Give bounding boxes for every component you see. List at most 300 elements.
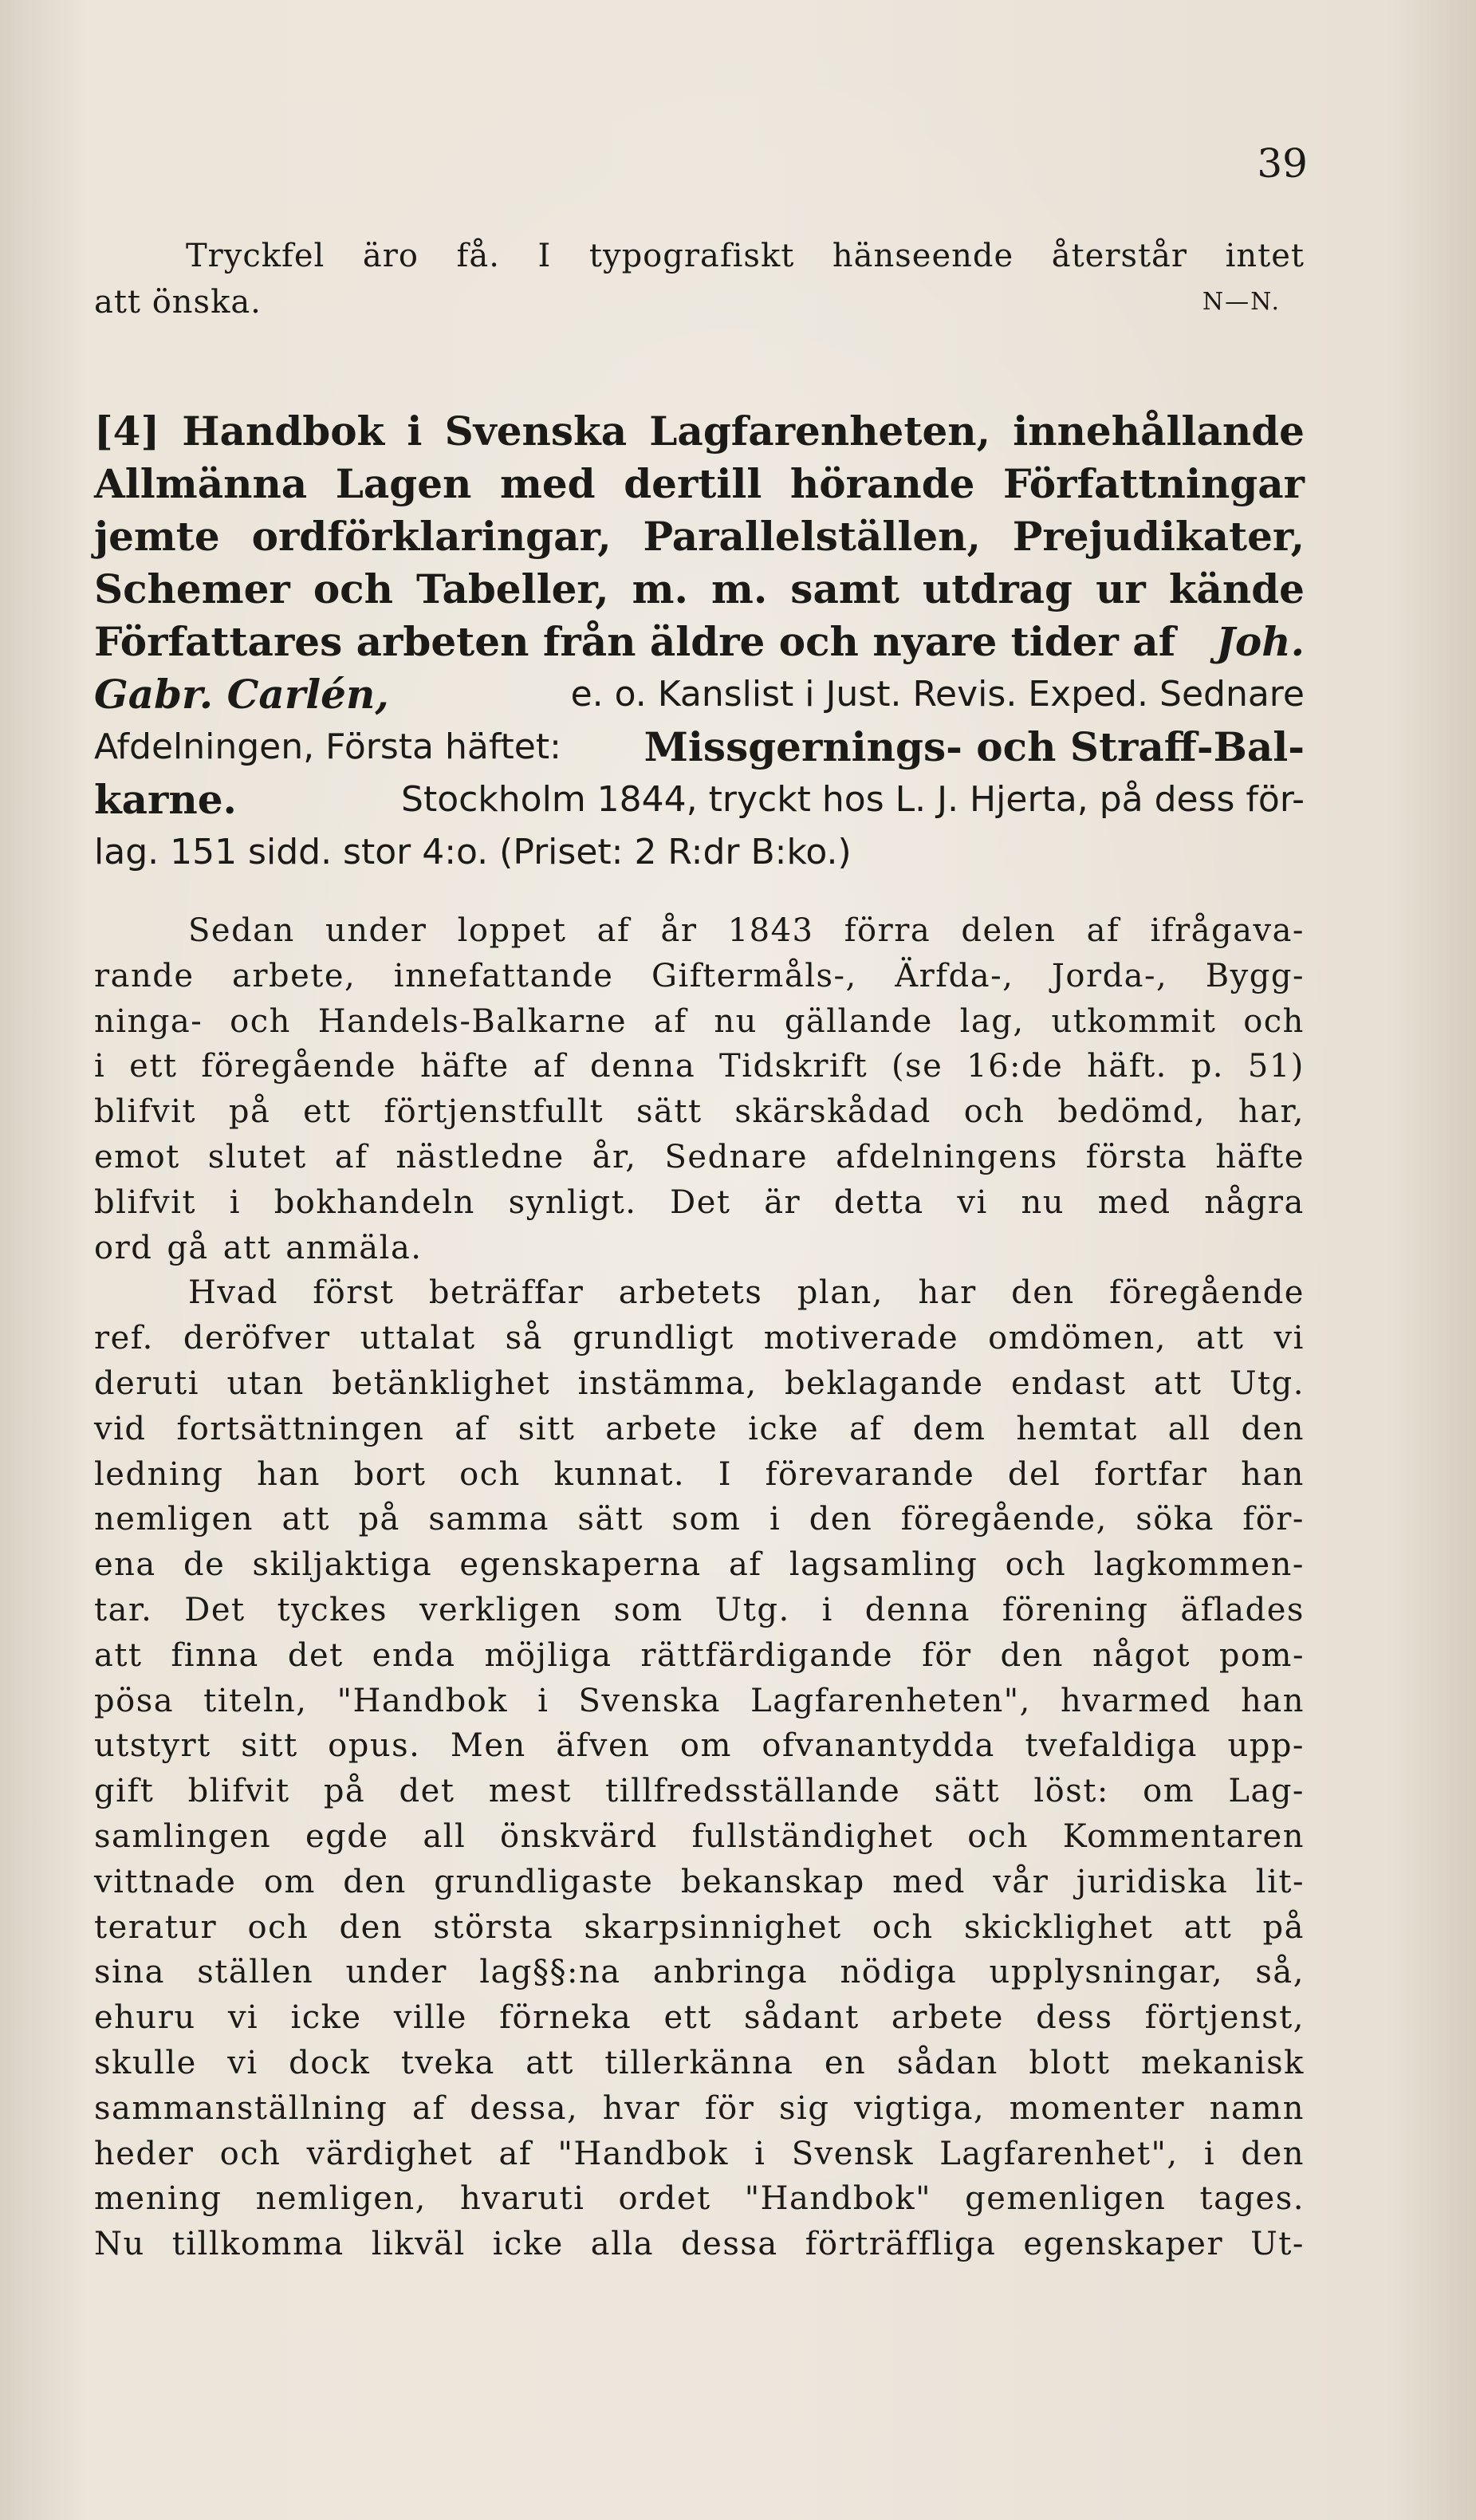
word: ord bbox=[94, 1229, 153, 1266]
word: och bbox=[219, 2135, 281, 2172]
text-line bbox=[94, 1135, 1305, 1180]
text-line bbox=[94, 1044, 1305, 1089]
word: har, bbox=[1238, 1093, 1305, 1131]
text-line bbox=[94, 1226, 1305, 1271]
word: endast bbox=[1011, 1364, 1127, 1402]
word: Handels-Balkarne bbox=[317, 1002, 628, 1040]
word: icke bbox=[290, 1999, 362, 2037]
word: en bbox=[824, 2044, 867, 2081]
errata-signature: N—N. bbox=[1202, 288, 1281, 316]
word: häfte bbox=[1215, 1138, 1305, 1175]
word: den bbox=[339, 1908, 403, 1946]
word: 16:de bbox=[966, 1048, 1064, 1085]
word: ledning bbox=[94, 1455, 224, 1493]
word: samlingen bbox=[94, 1817, 272, 1855]
word: föregående, bbox=[900, 1501, 1108, 1538]
word: önskvärd bbox=[500, 1817, 658, 1855]
word: namn bbox=[1209, 2089, 1305, 2127]
word: icke bbox=[492, 2226, 564, 2263]
word: sammanställning bbox=[94, 2089, 388, 2127]
word: Ärfda-, bbox=[895, 957, 1014, 994]
word: hvarmed bbox=[1060, 1682, 1212, 1719]
word: nästledne bbox=[396, 1138, 565, 1175]
word: titeln, bbox=[203, 1682, 308, 1719]
word: Tidskrift bbox=[719, 1048, 868, 1085]
word: för bbox=[922, 1636, 972, 1674]
word: sätt bbox=[934, 1773, 1001, 1810]
word: så bbox=[505, 1320, 544, 1357]
text-line bbox=[94, 1723, 1305, 1769]
word: häft. bbox=[1087, 1048, 1167, 1085]
word: all bbox=[1167, 1410, 1211, 1447]
word: med bbox=[892, 1863, 966, 1900]
word: ett bbox=[303, 1093, 352, 1131]
word: den bbox=[1241, 2135, 1305, 2172]
word: häfte bbox=[420, 1048, 510, 1085]
word: tages. bbox=[1199, 2180, 1305, 2218]
word: "Handbok" bbox=[744, 2180, 932, 2218]
word: innefattande bbox=[393, 957, 614, 994]
word: instämma, bbox=[577, 1364, 758, 1402]
word: föregående bbox=[201, 1048, 397, 1085]
word: största bbox=[433, 1908, 554, 1946]
word: sätt bbox=[577, 1501, 644, 1538]
word: som bbox=[671, 1501, 742, 1538]
word: förneka bbox=[499, 1999, 632, 2037]
word: kunnat. bbox=[553, 1455, 686, 1493]
word: fortfar bbox=[1094, 1455, 1208, 1493]
word: tvefaldiga bbox=[1025, 1727, 1198, 1765]
errata-line: Tryckfel äro få. I typografiskt hänseende återstår intet bbox=[186, 238, 1305, 274]
text-line bbox=[94, 1180, 1305, 1226]
word: egde bbox=[305, 1817, 389, 1855]
word: lagsamling bbox=[789, 1546, 978, 1584]
text-line bbox=[94, 1905, 1305, 1951]
word: bort bbox=[353, 1455, 427, 1493]
word: samma bbox=[428, 1501, 549, 1538]
word: teratur bbox=[94, 1908, 218, 1946]
text-line bbox=[94, 1814, 1305, 1860]
word: gemenligen bbox=[965, 2180, 1167, 2218]
word: ninga- bbox=[94, 1002, 203, 1040]
word: momenter bbox=[1009, 2089, 1186, 2127]
entry-title: Missgernings- och Straff-Bal- bbox=[644, 723, 1305, 770]
word: att bbox=[1195, 1320, 1245, 1357]
word: på bbox=[358, 1501, 400, 1538]
word: dess bbox=[1036, 1999, 1113, 2037]
word: Svensk bbox=[791, 2135, 914, 2172]
word: ifrågava- bbox=[1150, 912, 1305, 949]
word: och bbox=[963, 1093, 1025, 1131]
word: Ut- bbox=[1250, 2226, 1305, 2263]
text-line bbox=[94, 2086, 1305, 2132]
word: hvar bbox=[602, 2089, 681, 2127]
text-line bbox=[94, 954, 1305, 999]
word: den bbox=[1000, 1636, 1065, 1674]
word: tar. bbox=[94, 1591, 153, 1628]
word: egenskaperna bbox=[459, 1546, 702, 1584]
word: omdömen, bbox=[988, 1320, 1167, 1357]
word: bokhandeln bbox=[274, 1183, 475, 1221]
word: han bbox=[1241, 1455, 1305, 1493]
word: den bbox=[343, 1863, 407, 1900]
word: denna bbox=[590, 1048, 696, 1085]
word: i bbox=[537, 1682, 549, 1719]
text-line bbox=[94, 2132, 1305, 2177]
word: möjliga bbox=[484, 1636, 612, 1674]
word: den bbox=[1011, 1274, 1075, 1312]
word: om bbox=[263, 1863, 316, 1900]
word: förevarande bbox=[765, 1455, 975, 1493]
word: i bbox=[1203, 2135, 1216, 2172]
word: i bbox=[769, 1501, 781, 1538]
word: loppet bbox=[457, 912, 567, 949]
word: och bbox=[1243, 1002, 1305, 1040]
word: heder bbox=[94, 2135, 195, 2172]
word: Kommentaren bbox=[1062, 1817, 1305, 1855]
word: förtjenstfullt bbox=[384, 1093, 604, 1131]
entry-line bbox=[94, 616, 1305, 668]
word: anmäla. bbox=[285, 1229, 423, 1266]
text-line bbox=[94, 2222, 1305, 2267]
word: förträffliga bbox=[805, 2226, 997, 2263]
word: förra bbox=[844, 912, 931, 949]
word: på bbox=[228, 1093, 271, 1131]
word: ett bbox=[129, 1048, 178, 1085]
text-line bbox=[94, 1497, 1305, 1542]
entry-text: Författares arbeten från äldre och nyare tider af bbox=[94, 618, 1176, 665]
word: opus. bbox=[328, 1727, 421, 1765]
word: grundligaste bbox=[434, 1863, 654, 1900]
word: sig bbox=[779, 2089, 830, 2127]
word: vigtiga, bbox=[854, 2089, 986, 2127]
word: vi bbox=[227, 1999, 259, 2037]
word: under bbox=[325, 912, 427, 949]
word: skiljaktiga bbox=[252, 1546, 433, 1584]
author-name: Joh. bbox=[1216, 618, 1305, 665]
word: arbetets bbox=[618, 1274, 763, 1312]
word: år, bbox=[592, 1138, 637, 1175]
word: upplysningar, bbox=[989, 1954, 1224, 1991]
word: verkligen bbox=[419, 1591, 582, 1628]
entry-line: [4] Handbok i Svenska Lagfarenheten, innehållande bbox=[94, 408, 1305, 455]
word: år bbox=[660, 912, 698, 949]
word: nu bbox=[1021, 1183, 1065, 1221]
word: att bbox=[525, 2044, 574, 2081]
text-line bbox=[94, 908, 1305, 954]
word: utkommit bbox=[1051, 1002, 1217, 1040]
text-line bbox=[94, 1316, 1305, 1361]
word: tyckes bbox=[277, 1591, 388, 1628]
word: Sedan bbox=[188, 912, 295, 949]
word: att bbox=[94, 1636, 143, 1674]
word: den bbox=[1241, 1410, 1305, 1447]
word: hemtat bbox=[1016, 1410, 1138, 1447]
text-line bbox=[94, 1361, 1305, 1407]
word: för- bbox=[1242, 1501, 1305, 1538]
entry-title: karne. bbox=[94, 776, 237, 823]
word: nemligen bbox=[94, 1501, 254, 1538]
entry-text: e. o. Kanslist i Just. Revis. Exped. Sednare bbox=[570, 674, 1305, 715]
word: ehuru bbox=[94, 1999, 196, 2037]
word: Lagfarenhet", bbox=[939, 2135, 1179, 2172]
word: tillfredsställande bbox=[605, 1773, 901, 1810]
word: vi bbox=[1273, 1320, 1305, 1357]
text-line bbox=[94, 1452, 1305, 1498]
word: Men bbox=[450, 1727, 526, 1765]
entry-line bbox=[94, 721, 1305, 774]
word: af bbox=[1086, 912, 1120, 949]
word: om bbox=[1143, 1773, 1195, 1810]
text-line bbox=[94, 1407, 1305, 1452]
word: ville bbox=[393, 1999, 467, 2037]
word: värdighet bbox=[306, 2135, 474, 2172]
word: rande bbox=[94, 957, 195, 994]
word: utan bbox=[226, 1364, 305, 1402]
word: bekanskap bbox=[680, 1863, 865, 1900]
word: är bbox=[764, 1183, 801, 1221]
word: upp- bbox=[1227, 1727, 1305, 1765]
word: af bbox=[728, 1546, 762, 1584]
word: bedömd, bbox=[1057, 1093, 1206, 1131]
word: i bbox=[229, 1183, 241, 1221]
word: skarpsinnighet bbox=[584, 1908, 842, 1946]
entry-line: Schemer och Tabeller, m. m. samt utdrag ur kände bbox=[94, 565, 1305, 612]
word: arbete bbox=[891, 1999, 1004, 2037]
word: alla bbox=[590, 2226, 655, 2263]
word: blifvit bbox=[94, 1183, 196, 1221]
word: betänklighet bbox=[332, 1364, 551, 1402]
text-line bbox=[94, 2176, 1305, 2222]
word: ofvanantydda bbox=[762, 1727, 995, 1765]
word: sina bbox=[94, 1954, 165, 1991]
word: han bbox=[257, 1455, 321, 1493]
text-line bbox=[94, 1679, 1305, 1724]
word: de bbox=[183, 1546, 226, 1584]
word: detta bbox=[833, 1183, 924, 1221]
word: plan, bbox=[797, 1274, 884, 1312]
review-text bbox=[94, 908, 1305, 2267]
text-line bbox=[94, 1995, 1305, 2041]
word: sådant bbox=[744, 1999, 860, 2037]
word: rättfärdigande bbox=[640, 1636, 894, 1674]
word: motiverade bbox=[763, 1320, 959, 1357]
word: tveka bbox=[400, 2044, 495, 2081]
word: af bbox=[533, 1048, 567, 1085]
word: äflades bbox=[1180, 1591, 1305, 1628]
word: Lag- bbox=[1228, 1773, 1305, 1810]
word: Bygg- bbox=[1205, 957, 1305, 994]
errata-note bbox=[94, 233, 1305, 325]
word: af bbox=[334, 1138, 368, 1175]
word: nemligen, bbox=[255, 2180, 427, 2218]
word: några bbox=[1204, 1183, 1305, 1221]
word: Lagfarenheten", bbox=[750, 1682, 1031, 1719]
entry-line bbox=[94, 774, 1305, 826]
word: af bbox=[596, 912, 631, 949]
word: lag, bbox=[959, 1002, 1025, 1040]
word: han bbox=[1241, 1682, 1305, 1719]
word: dessa bbox=[681, 2226, 778, 2263]
word: att bbox=[1183, 1908, 1233, 1946]
word: att bbox=[1153, 1364, 1202, 1402]
word: beträffar bbox=[428, 1274, 584, 1312]
word: p. bbox=[1191, 1048, 1225, 1085]
word: skulle bbox=[94, 2044, 197, 2081]
word: sitt bbox=[241, 1727, 298, 1765]
word: tillkomma bbox=[171, 2226, 344, 2263]
word: 1843 bbox=[727, 912, 814, 949]
errata-text: att önska. bbox=[94, 284, 262, 321]
word: först bbox=[313, 1274, 395, 1312]
word: Sednare bbox=[664, 1138, 809, 1175]
entry-line: lag. 151 sidd. stor 4:o. (Priset: 2 R:dr B:ko.) bbox=[94, 832, 852, 872]
word: blifvit bbox=[187, 1773, 290, 1810]
word: "Handbok bbox=[557, 2135, 729, 2172]
word: arbete bbox=[605, 1410, 718, 1447]
word: mekanisk bbox=[1140, 2044, 1305, 2081]
word: af bbox=[849, 1410, 883, 1447]
word: den bbox=[809, 1501, 873, 1538]
word: egenskaper bbox=[1023, 2226, 1224, 2263]
word: ett bbox=[663, 1999, 712, 2037]
word: dem bbox=[912, 1410, 986, 1447]
text-line bbox=[94, 2041, 1305, 2086]
text-line bbox=[94, 1633, 1305, 1679]
word: föregående bbox=[1109, 1274, 1305, 1312]
word: juridiska bbox=[1076, 1863, 1229, 1900]
word: Jorda-, bbox=[1051, 957, 1168, 994]
word: skärskådad bbox=[734, 1093, 931, 1131]
word: och bbox=[967, 1817, 1029, 1855]
word: nödiga bbox=[840, 1954, 958, 1991]
word: och bbox=[872, 1908, 934, 1946]
word: gällande bbox=[784, 1002, 933, 1040]
word: för bbox=[704, 2089, 755, 2127]
word: Utg. bbox=[1229, 1364, 1305, 1402]
word: mening bbox=[94, 2180, 222, 2218]
page-number: 39 bbox=[1257, 140, 1308, 187]
word: och bbox=[459, 1455, 521, 1493]
word: i bbox=[754, 2135, 766, 2172]
word: på bbox=[323, 1773, 366, 1810]
word: första bbox=[1085, 1138, 1188, 1175]
word: utstyrt bbox=[94, 1727, 211, 1765]
word: arbete, bbox=[232, 957, 356, 994]
word: har bbox=[918, 1274, 977, 1312]
word: delen bbox=[961, 912, 1057, 949]
word: och bbox=[230, 1002, 291, 1040]
word: skicklighet bbox=[963, 1908, 1154, 1946]
word: förtjenst, bbox=[1144, 1999, 1305, 2037]
word: det bbox=[399, 1773, 455, 1810]
word: och bbox=[247, 1908, 309, 1946]
word: något bbox=[1092, 1636, 1191, 1674]
word: på bbox=[1262, 1908, 1305, 1946]
word: Nu bbox=[94, 2226, 145, 2263]
word: sitt bbox=[518, 1410, 576, 1447]
word: fortsättningen bbox=[176, 1410, 425, 1447]
word: af bbox=[653, 1002, 687, 1040]
text-line bbox=[94, 1860, 1305, 1905]
word: sådan bbox=[896, 2044, 998, 2081]
word: söka bbox=[1136, 1501, 1214, 1538]
word: grundligt bbox=[573, 1320, 734, 1357]
word: Svenska bbox=[578, 1682, 722, 1719]
text-line bbox=[94, 999, 1305, 1045]
word: det bbox=[287, 1636, 344, 1674]
word: gå bbox=[167, 1229, 209, 1266]
word: vid bbox=[94, 1410, 147, 1447]
word: att bbox=[222, 1229, 272, 1266]
word: pom- bbox=[1218, 1636, 1305, 1674]
author-name: Gabr. Carlén, bbox=[94, 671, 389, 718]
word: fullständighet bbox=[691, 1817, 934, 1855]
text-line bbox=[94, 1270, 1305, 1316]
word: finna bbox=[171, 1636, 259, 1674]
word: sätt bbox=[636, 1093, 703, 1131]
word: med bbox=[1097, 1183, 1171, 1221]
entry-text: Afdelningen, Första häftet: bbox=[94, 726, 561, 767]
word: uttalat bbox=[360, 1320, 476, 1357]
word: i bbox=[821, 1591, 833, 1628]
word: synligt. bbox=[508, 1183, 637, 1221]
word: ref. bbox=[94, 1320, 154, 1357]
word: vi bbox=[227, 2044, 258, 2081]
word: slutet bbox=[207, 1138, 307, 1175]
word: lagkommen- bbox=[1093, 1546, 1305, 1584]
text-line bbox=[94, 1089, 1305, 1135]
errata-line bbox=[94, 279, 1305, 325]
word: (se bbox=[892, 1048, 943, 1085]
word: I bbox=[718, 1455, 733, 1493]
word: att bbox=[281, 1501, 330, 1538]
word: hvaruti bbox=[459, 2180, 585, 2218]
entry-line: Allmänna Lagen med dertill hörande Författningar bbox=[94, 460, 1305, 507]
word: emot bbox=[94, 1138, 180, 1175]
word: denna bbox=[864, 1591, 970, 1628]
word: deröfver bbox=[183, 1320, 331, 1357]
word: ordet bbox=[618, 2180, 711, 2218]
word: Det bbox=[670, 1183, 731, 1221]
word: Giftermåls-, bbox=[651, 957, 857, 994]
word: tillerkänna bbox=[604, 2044, 794, 2081]
word: blott bbox=[1029, 2044, 1111, 2081]
word: anbringa bbox=[652, 1954, 809, 1991]
word: enda bbox=[372, 1636, 456, 1674]
word: gift bbox=[94, 1773, 155, 1810]
word: om bbox=[679, 1727, 732, 1765]
word: så, bbox=[1255, 1954, 1305, 1991]
word: Hvad bbox=[188, 1274, 278, 1312]
text-line bbox=[94, 1542, 1305, 1588]
text-line bbox=[94, 1769, 1305, 1814]
word: afdelningens bbox=[836, 1138, 1058, 1175]
word: i bbox=[94, 1048, 106, 1085]
word: deruti bbox=[94, 1364, 200, 1402]
text-line bbox=[94, 1950, 1305, 1995]
word: ena bbox=[94, 1546, 156, 1584]
word: löst: bbox=[1033, 1773, 1109, 1810]
word: af bbox=[498, 2135, 533, 2172]
text-line bbox=[94, 1588, 1305, 1633]
word: ställen bbox=[197, 1954, 314, 1991]
word: och bbox=[1005, 1546, 1067, 1584]
bibliographic-entry bbox=[94, 405, 1305, 879]
word: dessa, bbox=[470, 2089, 579, 2127]
word: af bbox=[455, 1410, 488, 1447]
entry-text: Stockholm 1844, tryckt hos L. J. Hjerta, på dess för- bbox=[401, 779, 1305, 820]
